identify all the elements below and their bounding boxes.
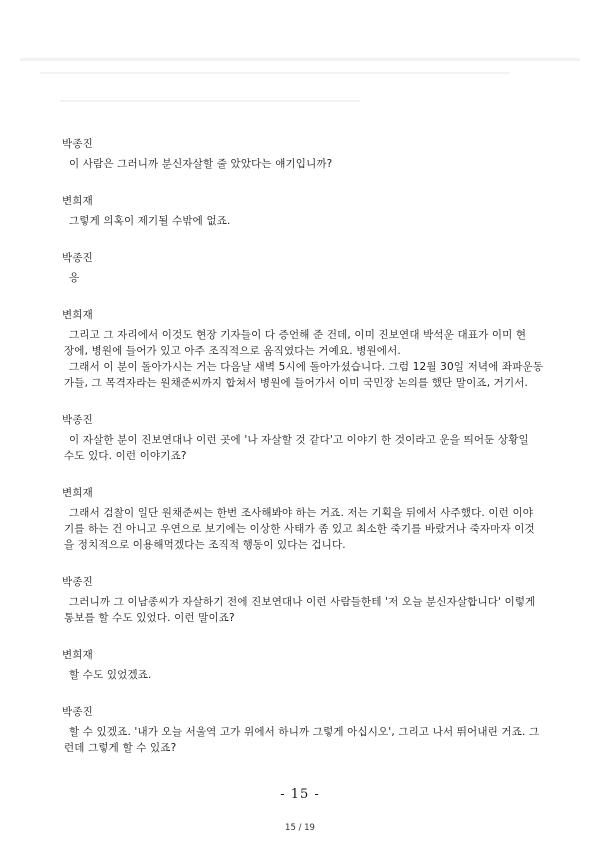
dialogue-line: 그렇게 의혹이 제기될 수밖에 없죠. (69, 215, 231, 227)
dialogue-line: 통보를 할 수도 있었다. 이런 말이죠? (64, 612, 235, 624)
transcript-entry (62, 486, 540, 553)
speaker-name: 변희재 (62, 309, 94, 321)
dialogue-line: 런데 그렇게 할 수 있죠? (64, 742, 177, 754)
dialogue-line: 이 자살한 분이 진보연대나 이런 곳에 '나 자살할 것 같다'고 이야기 한 것이라고 운을 띄어둔 상황일 (69, 434, 529, 446)
transcript-entry (62, 308, 544, 391)
transcript-entry (62, 251, 540, 286)
page-count: 15 / 19 (285, 823, 315, 833)
dialogue-line: 그래서 이 분이 돌아가시는 거는 다음날 새벽 5시에 돌아가셨습니다. 그럼 12월 30일 저녁에 좌파운동 (69, 361, 544, 373)
transcript-body (62, 137, 544, 756)
speaker-name: 변희재 (62, 487, 94, 499)
transcript-entry (62, 575, 540, 626)
speaker-name: 박종진 (62, 576, 94, 588)
dialogue-line: 기를 하는 건 아니고 우연으로 보기에는 이상한 사태가 좀 있고 최소한 죽기를 바랐거나 죽자마자 이것 (64, 523, 535, 535)
transcript-entry (62, 705, 540, 756)
transcript-entry (62, 648, 540, 683)
page-number: - 15 - (280, 787, 320, 802)
dialogue-line: 이 사람은 그러니까 분신자살할 줄 았았다는 얘기입니까? (69, 158, 333, 170)
transcript-entry (62, 413, 540, 464)
speaker-name: 박종진 (62, 252, 94, 264)
speaker-name: 박종진 (62, 138, 94, 150)
dialogue-line: 을 정치적으로 이용해먹겠다는 조직적 행동이 있다는 겁니다. (64, 539, 346, 551)
dialogue-line: 장에, 병원에 들어가 있고 아주 조직적으로 움직였다는 거예요. 병원에서. (64, 345, 401, 357)
scan-artifact (20, 58, 580, 61)
dialogue-line: 수도 있다. 이런 이야기죠? (64, 450, 187, 462)
speaker-name: 박종진 (62, 414, 94, 426)
dialogue-line: 그리고 그 자리에서 이것도 현장 기자들이 다 증언해 준 건데, 이미 진보연대 박석운 대표가 이미 현 (69, 329, 527, 341)
transcript-entry (62, 194, 540, 229)
scan-artifact (60, 100, 360, 102)
speaker-name: 변희재 (62, 649, 94, 661)
speaker-name: 변희재 (62, 195, 94, 207)
dialogue-line: 할 수도 있었겠죠. (69, 669, 152, 681)
dialogue-line: 할 수 있겠죠. '내가 오늘 서울역 고가 위에서 하니까 그렇게 아십시오', 그리고 나서 뛰어내린 거죠. 그 (69, 726, 540, 738)
transcript-entry (62, 137, 540, 172)
scan-artifact (40, 72, 510, 74)
dialogue-line: 그래서 검찰이 일단 원채준씨는 한번 조사해봐야 하는 거죠. 저는 기획을 뒤에서 사주했다. 이런 이야 (69, 507, 534, 519)
dialogue-line: 그러니까 그 이남종씨가 자살하기 전에 진보연대나 이런 사람들한테 '저 오늘 분신자살합니다' 이렇게 (69, 596, 536, 608)
speaker-name: 박종진 (62, 706, 94, 718)
dialogue-line: 가들, 그 목격자라는 원채준씨까지 합쳐서 병원에 들어가서 이미 국민장 논의를 했단 말이죠, 거기서. (64, 377, 529, 389)
dialogue-line: 응 (69, 272, 80, 284)
